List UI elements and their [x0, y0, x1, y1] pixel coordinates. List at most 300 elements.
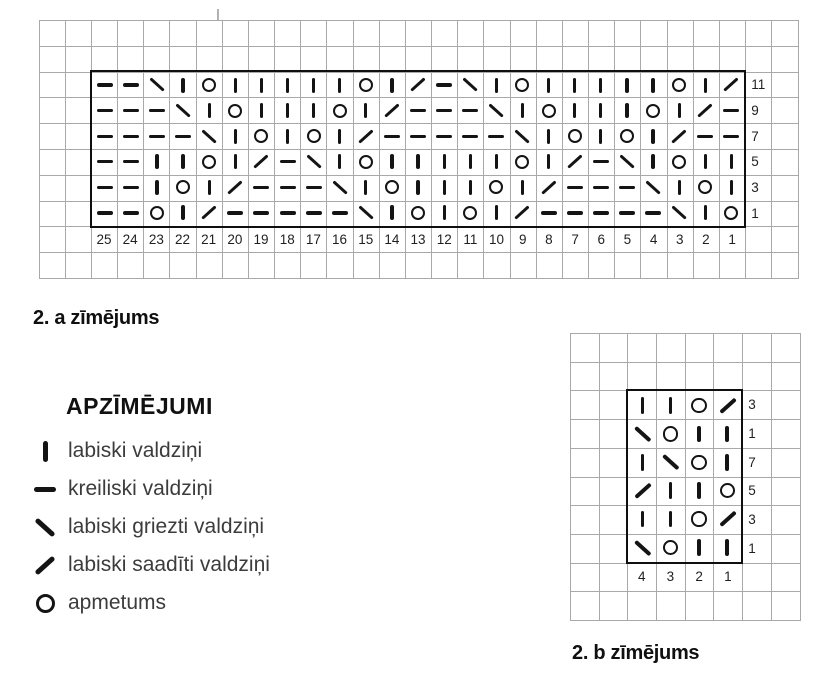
- pattern-cell: [614, 149, 640, 175]
- stitch-symbol: [338, 78, 341, 93]
- grid-cell: [223, 21, 249, 47]
- stitch-symbol: [358, 206, 374, 220]
- pattern-cell: [666, 72, 692, 98]
- grid-cell: [197, 47, 223, 73]
- stitch-symbol: [416, 154, 419, 169]
- stitch-symbol: [678, 180, 681, 195]
- stitch-symbol: [671, 129, 687, 143]
- stitch-symbol: [704, 78, 707, 93]
- column-label: 17: [305, 231, 321, 247]
- pattern-cell: [588, 123, 614, 149]
- stitch-symbol: [462, 109, 478, 112]
- grid-cell: [327, 21, 353, 47]
- pattern-cell: [118, 98, 144, 124]
- pattern-cell: [301, 72, 327, 98]
- column-label: 22: [175, 231, 191, 247]
- column-label: 16: [332, 231, 348, 247]
- grid-cell: [537, 47, 563, 73]
- row-label: 7: [748, 454, 756, 470]
- stitch-symbol: [547, 129, 550, 144]
- stitch-symbol: [123, 109, 139, 112]
- grid-cell: [615, 21, 641, 47]
- grid-cell: [537, 21, 563, 47]
- pattern-cell: [353, 200, 379, 226]
- grid-cell: [223, 47, 249, 73]
- grid-cell: [615, 253, 641, 279]
- pattern-cell: [692, 123, 718, 149]
- chart-b-row-labels: [742, 390, 771, 562]
- twisted-knit-stitch-icon: [33, 525, 57, 530]
- legend-item-twisted-knit: [33, 508, 270, 546]
- pattern-cell: [274, 72, 300, 98]
- stitch-symbol: [651, 78, 654, 93]
- stitch-symbol: [150, 206, 164, 220]
- grid-cell: [772, 449, 801, 478]
- stitch-symbol: [462, 78, 478, 92]
- grid-cell: [249, 253, 275, 279]
- pattern-cell: [248, 149, 274, 175]
- pattern-cell: [405, 175, 431, 201]
- grid-cell: [249, 47, 275, 73]
- pattern-cell: [713, 476, 741, 504]
- stitch-symbol: [567, 186, 583, 189]
- pattern-cell: [405, 149, 431, 175]
- stitch-symbol: [691, 398, 707, 414]
- pattern-cell: [274, 175, 300, 201]
- pattern-cell: [196, 149, 222, 175]
- grid-cell: [743, 592, 772, 621]
- stitch-symbol: [443, 205, 446, 220]
- pattern-cell: [685, 476, 713, 504]
- pattern-cell: [353, 175, 379, 201]
- stitch-symbol: [286, 103, 289, 118]
- grid-cell: [772, 592, 801, 621]
- stitch-symbol: [697, 482, 701, 499]
- grid-cell: [772, 478, 801, 507]
- stitch-symbol: [306, 211, 322, 214]
- pattern-cell: [196, 98, 222, 124]
- grid-cell: [40, 253, 66, 279]
- grid-cell: [458, 47, 484, 73]
- stitch-symbol: [123, 83, 139, 86]
- stitch-symbol: [697, 103, 713, 117]
- grid-cell: [537, 253, 563, 279]
- stitch-symbol: [306, 155, 322, 169]
- grid-cell: [40, 21, 66, 47]
- stitch-symbol: [364, 180, 367, 195]
- column-label: 3: [666, 569, 675, 585]
- pattern-cell: [666, 149, 692, 175]
- grid-cell: [354, 21, 380, 47]
- pattern-cell: [713, 448, 741, 476]
- pattern-cell: [457, 149, 483, 175]
- pattern-cell: [327, 72, 353, 98]
- stitch-symbol: [123, 186, 139, 189]
- chart-a-row-labels: [745, 72, 771, 227]
- grid-cell: [563, 21, 589, 47]
- stitch-symbol: [541, 180, 557, 194]
- column-label: 5: [623, 231, 632, 247]
- pattern-cell: [327, 200, 353, 226]
- stitch-symbol: [306, 186, 322, 189]
- pattern-cell: [248, 98, 274, 124]
- grid-cell: [772, 420, 801, 449]
- pattern-cell: [274, 200, 300, 226]
- grid-artifact: [217, 9, 219, 20]
- stitch-symbol: [123, 160, 139, 163]
- grid-cell: [743, 363, 772, 392]
- stitch-symbol: [645, 180, 661, 194]
- grid-cell: [484, 47, 510, 73]
- legend-item-knit-together: [33, 546, 270, 584]
- pattern-cell: [483, 98, 509, 124]
- grid-cell: [772, 227, 798, 253]
- stitch-symbol: [155, 180, 158, 195]
- grid-cell: [66, 253, 92, 279]
- grid-cell: [772, 150, 798, 176]
- pattern-cell: [353, 72, 379, 98]
- stitch-symbol: [181, 154, 184, 169]
- grid-cell: [772, 506, 801, 535]
- grid-cell: [144, 21, 170, 47]
- grid-cell: [772, 176, 798, 202]
- pattern-cell: [379, 123, 405, 149]
- grid-cell: [92, 253, 118, 279]
- row-label: 1: [748, 540, 756, 556]
- stitch-symbol: [625, 78, 628, 93]
- column-label: 12: [436, 231, 452, 247]
- stitch-symbol: [97, 135, 113, 138]
- stitch-symbol: [410, 78, 426, 92]
- legend-title: APZĪMĒJUMI: [66, 393, 213, 419]
- pattern-cell: [614, 72, 640, 98]
- pattern-cell: [222, 200, 248, 226]
- pattern-cell: [718, 72, 744, 98]
- grid-cell: [571, 564, 600, 593]
- column-label: 6: [597, 231, 605, 247]
- stitch-symbol: [410, 135, 426, 138]
- grid-cell: [772, 124, 798, 150]
- pattern-cell: [685, 505, 713, 533]
- pattern-cell: [379, 200, 405, 226]
- stitch-symbol: [697, 426, 701, 443]
- pattern-cell: [248, 123, 274, 149]
- yarn-over-icon: [33, 594, 57, 613]
- grid-cell: [657, 363, 686, 392]
- stitch-symbol: [568, 129, 582, 143]
- pattern-cell: [692, 72, 718, 98]
- column-label: 8: [545, 231, 553, 247]
- grid-cell: [657, 334, 686, 363]
- legend-item-label: apmetums: [68, 591, 167, 614]
- stitch-symbol: [181, 78, 184, 93]
- stitch-symbol: [462, 135, 478, 138]
- stitch-symbol: [307, 129, 321, 143]
- grid-cell: [743, 564, 772, 593]
- grid-cell: [571, 478, 600, 507]
- grid-cell: [772, 253, 798, 279]
- pattern-cell: [327, 98, 353, 124]
- row-label: 1: [748, 425, 756, 441]
- grid-cell: [511, 47, 537, 73]
- stitch-symbol: [97, 186, 113, 189]
- column-label: 2: [695, 569, 703, 585]
- pattern-cell: [713, 505, 741, 533]
- grid-cell: [589, 47, 615, 73]
- pattern-cell: [301, 149, 327, 175]
- grid-cell: [563, 253, 589, 279]
- pattern-cell: [562, 72, 588, 98]
- stitch-symbol: [443, 154, 446, 169]
- stitch-symbol: [697, 135, 713, 138]
- grid-cell: [432, 47, 458, 73]
- grid-cell: [66, 73, 92, 99]
- stitch-symbol: [599, 103, 602, 118]
- grid-cell: [571, 420, 600, 449]
- pattern-cell: [509, 123, 535, 149]
- grid-cell: [686, 334, 715, 363]
- stitch-symbol: [593, 160, 609, 163]
- stitch-symbol: [720, 483, 736, 499]
- stitch-symbol: [227, 211, 243, 214]
- column-label: 4: [649, 231, 658, 247]
- stitch-symbol: [619, 155, 635, 169]
- grid-cell: [668, 253, 694, 279]
- pattern-cell: [509, 149, 535, 175]
- grid-cell: [66, 98, 92, 124]
- stitch-symbol: [573, 103, 576, 118]
- legend-item-label: labiski griezti valdziņi: [68, 515, 265, 538]
- grid-cell: [714, 592, 743, 621]
- pattern-cell: [118, 72, 144, 98]
- pattern-cell: [718, 175, 744, 201]
- stitch-symbol: [634, 426, 651, 442]
- pattern-cell: [713, 420, 741, 448]
- pattern-cell: [692, 98, 718, 124]
- stitch-symbol: [593, 211, 609, 214]
- pattern-cell: [170, 175, 196, 201]
- stitch-symbol: [641, 397, 645, 414]
- pattern-cell: [144, 72, 170, 98]
- pattern-cell: [327, 175, 353, 201]
- chart-b-pattern-frame: [626, 389, 743, 564]
- grid-cell: [714, 363, 743, 392]
- pattern-cell: [353, 98, 379, 124]
- grid-cell: [170, 21, 196, 47]
- pattern-cell: [379, 98, 405, 124]
- pattern-cell: [144, 149, 170, 175]
- pattern-cell: [379, 149, 405, 175]
- stitch-symbol: [567, 211, 583, 214]
- pattern-cell: [656, 420, 684, 448]
- grid-cell: [249, 21, 275, 47]
- grid-cell: [571, 592, 600, 621]
- row-label: 3: [748, 512, 756, 528]
- grid-cell: [772, 202, 798, 228]
- pattern-cell: [457, 72, 483, 98]
- grid-cell: [197, 253, 223, 279]
- pattern-cell: [222, 175, 248, 201]
- stitch-symbol: [390, 205, 393, 220]
- stitch-symbol: [662, 454, 679, 470]
- stitch-symbol: [646, 104, 660, 118]
- stitch-symbol: [181, 205, 184, 220]
- pattern-cell: [92, 175, 118, 201]
- stitch-symbol: [641, 511, 645, 528]
- stitch-symbol: [541, 211, 557, 214]
- chart-a-column-labels: [91, 226, 745, 252]
- grid-cell: [380, 21, 406, 47]
- pattern-cell: [614, 200, 640, 226]
- pattern-cell: [692, 200, 718, 226]
- grid-cell: [66, 124, 92, 150]
- stitch-symbol: [384, 103, 400, 117]
- pattern-cell: [431, 149, 457, 175]
- stitch-symbol: [436, 83, 452, 86]
- stitch-symbol: [208, 103, 211, 118]
- grid-cell: [628, 363, 657, 392]
- stitch-symbol: [663, 426, 679, 442]
- pattern-cell: [509, 98, 535, 124]
- stitch-symbol: [724, 78, 740, 92]
- pattern-cell: [640, 98, 666, 124]
- pattern-cell: [713, 391, 741, 419]
- pattern-cell: [656, 391, 684, 419]
- grid-cell: [641, 47, 667, 73]
- grid-cell: [746, 21, 772, 47]
- grid-cell: [694, 253, 720, 279]
- row-label: 5: [751, 154, 759, 170]
- stitch-symbol: [97, 211, 113, 214]
- pattern-cell: [588, 149, 614, 175]
- grid-cell: [66, 150, 92, 176]
- grid-cell: [615, 47, 641, 73]
- grid-cell: [772, 334, 801, 363]
- pattern-cell: [431, 72, 457, 98]
- pattern-cell: [196, 200, 222, 226]
- stitch-symbol: [634, 483, 651, 499]
- stitch-symbol: [254, 155, 270, 169]
- stitch-symbol: [416, 180, 419, 195]
- grid-cell: [600, 449, 629, 478]
- grid-cell: [92, 47, 118, 73]
- grid-cell: [563, 47, 589, 73]
- stitch-symbol: [542, 104, 556, 118]
- stitch-symbol: [620, 129, 634, 143]
- pattern-cell: [431, 123, 457, 149]
- grid-cell: [668, 21, 694, 47]
- legend-item-yarn-over: [33, 584, 270, 622]
- grid-cell: [600, 506, 629, 535]
- pattern-cell: [170, 123, 196, 149]
- pattern-cell: [118, 200, 144, 226]
- pattern-cell: [196, 72, 222, 98]
- stitch-symbol: [202, 155, 216, 169]
- stitch-symbol: [286, 78, 289, 93]
- stitch-symbol: [573, 78, 576, 93]
- pattern-cell: [509, 200, 535, 226]
- chart-a-pattern-frame: [90, 70, 747, 227]
- stitch-symbol: [669, 511, 673, 528]
- grid-cell: [686, 592, 715, 621]
- pattern-cell: [656, 476, 684, 504]
- pattern-cell: [483, 149, 509, 175]
- stitch-symbol: [593, 186, 609, 189]
- column-label: 11: [463, 231, 478, 247]
- grid-cell: [628, 334, 657, 363]
- stitch-symbol: [234, 154, 237, 169]
- grid-cell: [772, 21, 798, 47]
- pattern-cell: [562, 200, 588, 226]
- grid-cell: [92, 21, 118, 47]
- stitch-symbol: [201, 129, 217, 143]
- grid-cell: [641, 21, 667, 47]
- pattern-cell: [685, 420, 713, 448]
- grid-cell: [600, 334, 629, 363]
- grid-cell: [406, 253, 432, 279]
- stitch-symbol: [280, 160, 296, 163]
- stitch-symbol: [725, 539, 729, 556]
- stitch-symbol: [645, 211, 661, 214]
- grid-cell: [66, 227, 92, 253]
- grid-cell: [668, 47, 694, 73]
- column-label: 20: [227, 231, 243, 247]
- grid-cell: [301, 47, 327, 73]
- legend-item-knit: [33, 432, 270, 470]
- pattern-cell: [640, 123, 666, 149]
- column-label: 13: [410, 231, 426, 247]
- stitch-symbol: [691, 455, 707, 471]
- legend-item-purl: [33, 470, 270, 508]
- grid-cell: [600, 478, 629, 507]
- stitch-symbol: [202, 78, 216, 92]
- grid-cell: [354, 253, 380, 279]
- grid-cell: [589, 21, 615, 47]
- pattern-cell: [431, 200, 457, 226]
- stitch-symbol: [280, 211, 296, 214]
- pattern-cell: [509, 72, 535, 98]
- pattern-cell: [483, 123, 509, 149]
- stitch-symbol: [488, 135, 504, 138]
- grid-cell: [327, 253, 353, 279]
- grid-cell: [772, 363, 801, 392]
- pattern-cell: [457, 123, 483, 149]
- stitch-symbol: [253, 186, 269, 189]
- stitch-symbol: [254, 129, 268, 143]
- stitch-symbol: [332, 180, 348, 194]
- pattern-cell: [144, 175, 170, 201]
- grid-cell: [600, 564, 629, 593]
- pattern-cell: [656, 533, 684, 561]
- pattern-cell: [628, 533, 656, 561]
- grid-cell: [571, 391, 600, 420]
- grid-cell: [66, 202, 92, 228]
- stitch-symbol: [651, 129, 654, 144]
- pattern-cell: [588, 98, 614, 124]
- stitch-symbol: [723, 135, 739, 138]
- grid-cell: [40, 47, 66, 73]
- column-label: 24: [122, 231, 138, 247]
- stitch-symbol: [719, 511, 736, 527]
- stitch-symbol: [149, 135, 165, 138]
- grid-cell: [170, 47, 196, 73]
- pattern-cell: [614, 175, 640, 201]
- stitch-symbol: [436, 135, 452, 138]
- stitch-symbol: [515, 129, 531, 143]
- grid-cell: [600, 391, 629, 420]
- pattern-cell: [92, 98, 118, 124]
- stitch-symbol: [663, 540, 679, 556]
